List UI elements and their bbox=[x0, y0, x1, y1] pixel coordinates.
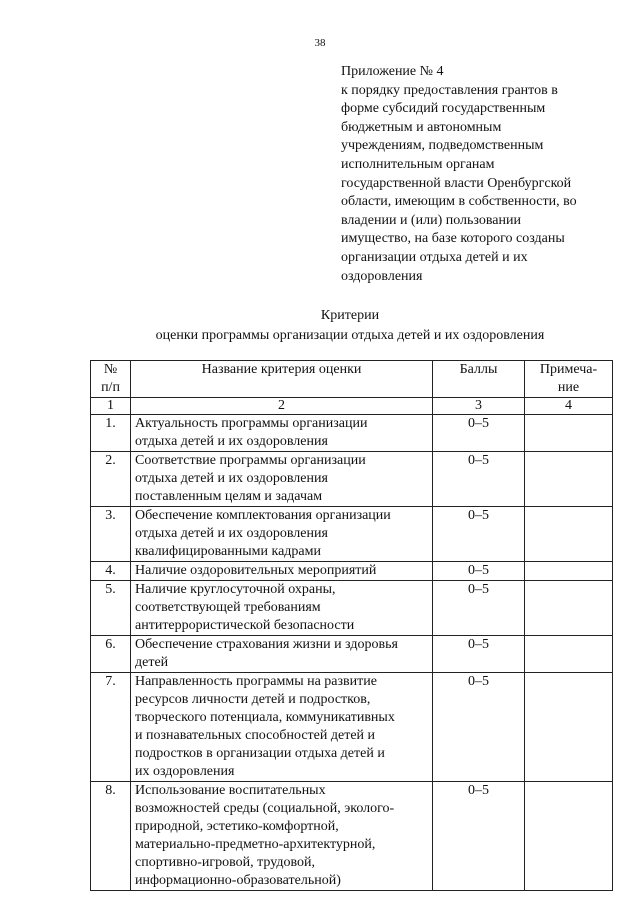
row-number: 2. bbox=[91, 452, 131, 507]
criterion-name-line: детей bbox=[135, 655, 169, 670]
score-range: 0–5 bbox=[433, 581, 525, 636]
criterion-name bbox=[131, 452, 433, 507]
appendix-line: форме субсидий государственным bbox=[341, 101, 546, 117]
appendix-title: Приложение № 4 bbox=[341, 64, 444, 79]
criterion-name-line: отдыха детей и их оздоровления bbox=[135, 434, 328, 449]
criterion-name bbox=[131, 507, 433, 562]
criterion-name bbox=[131, 636, 433, 673]
criterion-name bbox=[131, 581, 433, 636]
header-criterion-name: Название критерия оценки bbox=[131, 361, 433, 398]
criterion-name bbox=[131, 673, 433, 782]
criterion-name-line: Наличие круглосуточной охраны, bbox=[135, 582, 336, 597]
score-range: 0–5 bbox=[433, 782, 525, 891]
criteria-table-body bbox=[91, 415, 613, 891]
table-row bbox=[91, 673, 613, 782]
criterion-name-line: поставленным целям и задачам bbox=[135, 489, 323, 504]
criterion-name-line: информационно-образовательной) bbox=[135, 873, 341, 888]
criterion-name-line: их оздоровления bbox=[135, 764, 235, 779]
appendix-line: имущество, на базе которого созданы bbox=[341, 231, 565, 247]
table-row bbox=[91, 636, 613, 673]
header-score: Баллы bbox=[433, 361, 525, 398]
page-number: 38 bbox=[314, 37, 326, 49]
document-title-line1: Критерии bbox=[320, 308, 380, 323]
row-number: 7. bbox=[91, 673, 131, 782]
criterion-name-line: Обеспечение страхования жизни и здоровья bbox=[135, 637, 398, 652]
column-number: 4 bbox=[525, 398, 613, 415]
appendix-line: оздоровления bbox=[341, 268, 423, 284]
note-cell bbox=[525, 636, 613, 673]
appendix-line: организации отдыха детей и их bbox=[341, 249, 528, 265]
header-number: № п/п bbox=[91, 361, 131, 398]
criterion-name-line: материально-предметно-архитектурной, bbox=[135, 837, 376, 852]
appendix-line: государственной власти Оренбургской bbox=[341, 175, 572, 191]
appendix-line: бюджетным и автономным bbox=[341, 119, 502, 135]
score-range: 0–5 bbox=[433, 415, 525, 452]
column-number: 3 bbox=[433, 398, 525, 415]
score-range: 0–5 bbox=[433, 636, 525, 673]
criterion-name-line: отдыха детей и их оздоровления bbox=[135, 471, 328, 486]
criterion-name bbox=[131, 782, 433, 891]
note-cell bbox=[525, 673, 613, 782]
criterion-name bbox=[131, 415, 433, 452]
row-number: 8. bbox=[91, 782, 131, 891]
criterion-name-line: подростков в организации отдыха детей и bbox=[135, 746, 385, 761]
criterion-name-line: Наличие оздоровительных мероприятий bbox=[135, 563, 377, 578]
criterion-name-line: соответствующей требованиям bbox=[135, 600, 321, 615]
criterion-name-line: Обеспечение комплектования организации bbox=[135, 508, 391, 523]
document-title-line2: оценки программы организации отдыха детей и их оздоровления bbox=[155, 328, 545, 343]
row-number: 4. bbox=[91, 562, 131, 581]
score-range: 0–5 bbox=[433, 673, 525, 782]
criterion-name-line: ресурсов личности детей и подростков, bbox=[135, 692, 371, 707]
appendix-header bbox=[341, 63, 606, 286]
header-note: Примеча- ние bbox=[525, 361, 613, 398]
column-number-row bbox=[91, 398, 613, 415]
criterion-name-line: Использование воспитательных bbox=[135, 783, 326, 798]
table-row bbox=[91, 452, 613, 507]
criterion-name-line: творческого потенциала, коммуникативных bbox=[135, 710, 395, 725]
criterion-name-line: спортивно-игровой, трудовой, bbox=[135, 855, 315, 870]
column-number: 2 bbox=[131, 398, 433, 415]
table-row bbox=[91, 562, 613, 581]
score-range: 0–5 bbox=[433, 452, 525, 507]
criteria-table bbox=[90, 360, 613, 891]
criterion-name-line: и познавательных способностей детей и bbox=[135, 728, 376, 743]
note-cell bbox=[525, 782, 613, 891]
note-cell bbox=[525, 415, 613, 452]
criterion-name-line: квалифицированными кадрами bbox=[135, 544, 321, 559]
criterion-name-line: Направленность программы на развитие bbox=[135, 674, 377, 689]
table-row bbox=[91, 415, 613, 452]
table-row bbox=[91, 782, 613, 891]
score-range: 0–5 bbox=[433, 562, 525, 581]
criterion-name-line: природной, эстетико-комфортной, bbox=[135, 819, 339, 834]
note-cell bbox=[525, 581, 613, 636]
appendix-line: исполнительным органам bbox=[341, 156, 495, 172]
row-number: 6. bbox=[91, 636, 131, 673]
appendix-line: учреждениям, подведомственным bbox=[341, 138, 544, 154]
appendix-line: области, имеющим в собственности, во bbox=[341, 194, 577, 210]
criterion-name-line: отдыха детей и их оздоровления bbox=[135, 526, 328, 541]
table-row bbox=[91, 507, 613, 562]
appendix-line: к порядку предоставления грантов в bbox=[341, 82, 558, 98]
criterion-name-line: возможностей среды (социальной, эколого- bbox=[135, 801, 395, 816]
column-number: 1 bbox=[91, 398, 131, 415]
table-header-row bbox=[91, 361, 613, 398]
row-number: 5. bbox=[91, 581, 131, 636]
criterion-name-line: Соответствие программы организации bbox=[135, 453, 366, 468]
score-range: 0–5 bbox=[433, 507, 525, 562]
criterion-name-line: Актуальность программы организации bbox=[135, 416, 368, 431]
appendix-line: владении и (или) пользовании bbox=[341, 212, 521, 228]
criterion-name bbox=[131, 562, 433, 581]
row-number: 3. bbox=[91, 507, 131, 562]
note-cell bbox=[525, 507, 613, 562]
criterion-name-line: антитеррористической безопасности bbox=[135, 618, 355, 633]
table-row bbox=[91, 581, 613, 636]
note-cell bbox=[525, 452, 613, 507]
note-cell bbox=[525, 562, 613, 581]
row-number: 1. bbox=[91, 415, 131, 452]
document-title bbox=[0, 306, 640, 346]
